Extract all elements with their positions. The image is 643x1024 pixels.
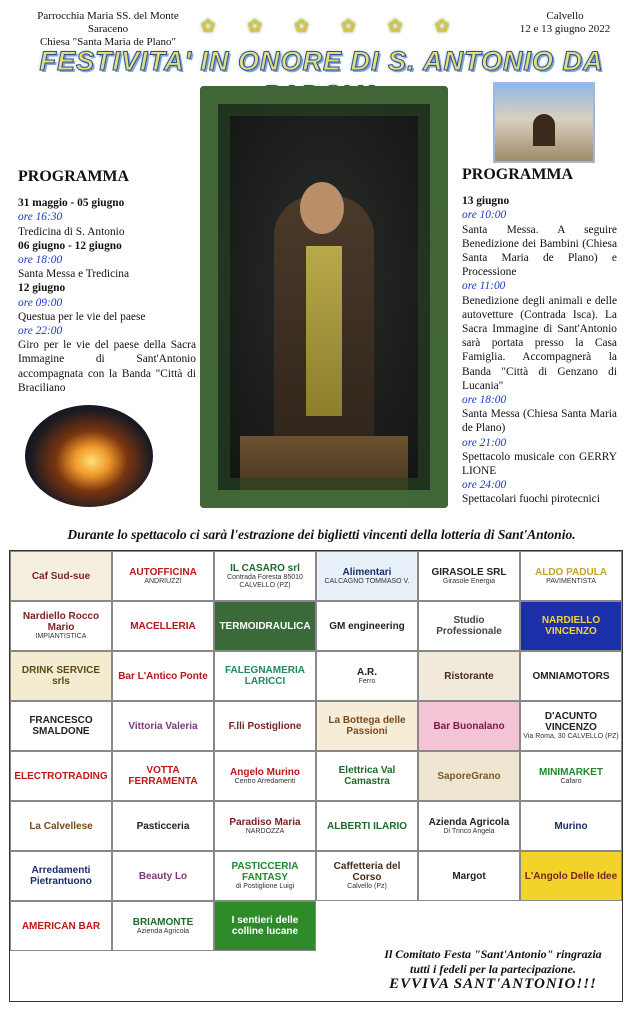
sponsor-detail: Via Roma, 30 CALVELLO (PZ) bbox=[523, 733, 619, 740]
sponsor-detail: Ferro bbox=[358, 677, 376, 685]
sponsor-name: Paradiso Maria bbox=[229, 816, 301, 828]
sponsor-ad bbox=[10, 701, 112, 751]
sponsor-ad bbox=[214, 851, 316, 901]
sponsor-ad bbox=[520, 851, 622, 901]
sponsor-name: Pasticceria bbox=[136, 820, 190, 832]
sponsor-name: AUTOFFICINA bbox=[129, 566, 197, 578]
sponsor-name: MINIMARKET bbox=[539, 766, 603, 778]
sponsor-name: Margot bbox=[452, 870, 486, 882]
sponsor-name: L'Angolo Delle Idee bbox=[524, 870, 618, 882]
program-time: ore 09:00 bbox=[18, 296, 63, 309]
sponsor-ad bbox=[520, 601, 622, 651]
sponsor-name: I sentieri delle colline lucane bbox=[231, 915, 299, 937]
sponsor-detail: Azienda Agricola bbox=[136, 927, 190, 935]
sponsor-ad bbox=[10, 601, 112, 651]
sponsor-detail: Contrada Foresta 85010 CALVELLO (PZ) bbox=[227, 573, 303, 589]
sponsor-ad bbox=[112, 551, 214, 601]
sponsor-ad bbox=[10, 901, 112, 951]
sponsor-name: IL CASARO srl bbox=[230, 562, 300, 574]
program-time: ore 21:00 bbox=[462, 436, 507, 449]
program-desc: Questua per le vie del paese bbox=[18, 310, 146, 323]
sponsor-name: Caf Sud-sue bbox=[31, 570, 91, 582]
sponsor-name: VOTTA FERRAMENTA bbox=[128, 765, 198, 787]
sponsor-name: Beauty Lo bbox=[138, 870, 188, 882]
sponsor-ad bbox=[520, 801, 622, 851]
sponsor-detail: NARDOZZA bbox=[245, 827, 285, 835]
closing-cheer: EVVIVA SANT'ANTONIO!!! bbox=[389, 976, 597, 992]
sponsor-ad bbox=[214, 901, 316, 951]
sponsor-name: Elettrica Val Camastra bbox=[338, 765, 396, 787]
sponsor-ad bbox=[214, 751, 316, 801]
sponsor-name: SaporeGrano bbox=[437, 770, 501, 782]
sponsor-ad bbox=[214, 601, 316, 651]
saint-statue-photo bbox=[200, 86, 448, 508]
sponsor-ad bbox=[316, 851, 418, 901]
sponsor-name: DRINK SERVICE srls bbox=[21, 665, 101, 687]
sponsor-ad bbox=[112, 801, 214, 851]
sponsor-ad bbox=[520, 701, 622, 751]
sponsor-ad bbox=[112, 751, 214, 801]
sponsor-name: Murino bbox=[554, 820, 588, 832]
sponsor-ad bbox=[10, 851, 112, 901]
sponsor-name: Angelo Murino bbox=[230, 766, 300, 778]
sponsor-ad bbox=[316, 551, 418, 601]
sponsor-name: La Bottega delle Passioni bbox=[328, 715, 406, 737]
program-date: 31 maggio - 05 giugno bbox=[18, 197, 125, 210]
program-left bbox=[18, 170, 196, 395]
sponsor-name: Alimentari bbox=[342, 566, 392, 578]
sponsor-detail: CALCAGNO TOMMASO V. bbox=[324, 577, 410, 585]
sponsor-name: ALDO PADULA bbox=[534, 566, 608, 578]
program-time: ore 18:00 bbox=[18, 254, 63, 267]
lily-icon: ✿ bbox=[294, 16, 310, 36]
event-dates: 12 e 13 giugno 2022 bbox=[519, 23, 611, 35]
sponsor-name: PASTICCERIA FANTASY bbox=[231, 861, 299, 883]
sponsor-ad bbox=[316, 651, 418, 701]
sponsor-name: MACELLERIA bbox=[130, 620, 196, 632]
sponsor-detail: Girasole Energia bbox=[442, 577, 496, 585]
lily-icon: ✿ bbox=[387, 16, 403, 36]
sponsor-ad bbox=[520, 551, 622, 601]
sponsor-name: FALEGNAMERIA LARICCI bbox=[225, 665, 305, 687]
sponsor-name: ALBERTI ILARIO bbox=[327, 820, 407, 832]
program-date: 06 giugno - 12 giugno bbox=[18, 239, 122, 252]
sponsor-name: GM engineering bbox=[329, 620, 405, 632]
sponsor-detail: Di Trinco Angela bbox=[443, 827, 495, 835]
bonfire-photo bbox=[25, 405, 153, 507]
sponsor-ad bbox=[214, 701, 316, 751]
flower-garland-frame bbox=[200, 86, 448, 508]
sponsor-ad bbox=[418, 651, 520, 701]
sponsor-ad bbox=[418, 751, 520, 801]
sponsor-name: Caffetteria del Corso bbox=[333, 861, 401, 883]
town-name: Calvello bbox=[546, 10, 584, 22]
sponsor-ad bbox=[10, 651, 112, 701]
sponsor-ad bbox=[520, 651, 622, 701]
closing-line: tutti i fedeli per la partecipazione. bbox=[410, 962, 576, 976]
flower-decoration bbox=[190, 12, 460, 40]
sponsor-ad bbox=[112, 651, 214, 701]
sponsor-name: Bar L'Antico Ponte bbox=[118, 670, 208, 682]
lily-icon: ✿ bbox=[340, 16, 356, 36]
program-desc: Spettacolo musicale con GERRY LIONE bbox=[462, 450, 617, 478]
sponsor-name: Bar Buonalano bbox=[433, 720, 505, 732]
sponsor-ad bbox=[10, 551, 112, 601]
sponsor-ad bbox=[10, 801, 112, 851]
sponsor-name: Studio Professionale bbox=[436, 615, 502, 637]
sponsor-name: AMERICAN BAR bbox=[21, 920, 101, 932]
sponsor-detail: Centro Arredamenti bbox=[234, 777, 296, 785]
sponsor-ad bbox=[316, 751, 418, 801]
sponsor-ad bbox=[112, 701, 214, 751]
sponsor-name: Azienda Agricola bbox=[428, 816, 510, 828]
program-desc: Benedizione degli animali e delle autovetture (Contrada Isca). La Sacra Immagine di Sant'Antonio sarà portata presso la Casa Famiglia. Accompagnerà la Banda "Città di Genzano di Lucania" bbox=[462, 294, 617, 392]
sponsor-ad bbox=[316, 801, 418, 851]
sponsor-name: FRANCESCO SMALDONE bbox=[29, 715, 93, 737]
program-desc: Santa Messa. A seguire Benedizione dei Bambini (Chiesa Santa Maria de Plano) e Processione bbox=[462, 223, 617, 279]
lottery-notice: Durante lo spettacolo ci sarà l'estrazione dei biglietti vincenti della lotteria di Sant'Antonio. bbox=[67, 527, 576, 542]
program-date: 12 giugno bbox=[18, 282, 66, 295]
parish-name: Parrocchia Maria SS. del Monte Saraceno bbox=[37, 10, 179, 35]
sponsor-ad bbox=[112, 601, 214, 651]
sponsor-name: Ristorante bbox=[444, 670, 494, 682]
sponsor-detail: PAVIMENTISTA bbox=[546, 577, 596, 585]
program-desc: Santa Messa e Tredicina bbox=[18, 268, 130, 281]
sponsor-grid bbox=[9, 550, 623, 1002]
closing-line: Il Comitato Festa "Sant'Antonio" ringrazia bbox=[384, 947, 602, 961]
sponsor-ad bbox=[316, 701, 418, 751]
lily-icon: ✿ bbox=[434, 16, 450, 36]
sponsor-name: TERMOIDRAULICA bbox=[219, 620, 311, 632]
sponsor-detail: IMPIANTISTICA bbox=[35, 633, 87, 640]
sponsor-detail: Cafaro bbox=[560, 777, 582, 785]
sponsor-ad bbox=[418, 701, 520, 751]
program-desc: Tredicina di S. Antonio bbox=[18, 225, 125, 238]
program-heading: PROGRAMMA bbox=[18, 168, 130, 185]
sponsor-name: D'ACUNTO VINCENZO bbox=[544, 711, 598, 733]
program-time: ore 24:00 bbox=[462, 479, 507, 492]
church-name: Chiesa "Santa Maria de Plano" bbox=[39, 36, 177, 48]
sponsor-ad bbox=[112, 851, 214, 901]
program-time: ore 11:00 bbox=[462, 280, 506, 293]
program-time: ore 18:00 bbox=[462, 394, 507, 407]
sponsor-name: Arredamenti Pietrantuono bbox=[30, 865, 92, 887]
sponsor-name: Vittoria Valeria bbox=[128, 720, 198, 732]
program-desc: Santa Messa (Chiesa Santa Maria de Plano) bbox=[462, 408, 617, 435]
sponsor-name: F.lli Postiglione bbox=[228, 720, 302, 732]
church-photo bbox=[493, 82, 595, 163]
lily-icon: ✿ bbox=[200, 16, 216, 36]
sponsor-name: BRIAMONTE bbox=[132, 916, 194, 928]
sponsor-ad bbox=[418, 851, 520, 901]
sponsor-name: Nardiello Rocco Mario bbox=[22, 611, 100, 633]
program-time: ore 22:00 bbox=[18, 325, 63, 338]
sponsor-name: GIRASOLE SRL bbox=[431, 566, 507, 578]
program-date: 13 giugno bbox=[462, 195, 510, 208]
sponsor-ad bbox=[316, 601, 418, 651]
sponsor-ad bbox=[418, 551, 520, 601]
sponsor-ad bbox=[10, 751, 112, 801]
program-heading: PROGRAMMA bbox=[462, 166, 574, 183]
program-desc: Giro per le vie del paese della Sacra Immagine di Sant'Antonio accompagnata con la Banda "Città di Braciliano bbox=[18, 339, 196, 394]
closing-message bbox=[365, 947, 621, 992]
sponsor-name: ELECTROTRADING bbox=[14, 770, 108, 782]
program-time: ore 10:00 bbox=[462, 209, 507, 222]
sponsor-name: La Calvellese bbox=[29, 820, 93, 832]
church-door bbox=[533, 114, 555, 146]
sponsor-ad bbox=[418, 801, 520, 851]
sponsor-ad bbox=[112, 901, 214, 951]
sponsor-name: NARDIELLO VINCENZO bbox=[541, 615, 601, 637]
sponsor-detail: ANDRIUZZI bbox=[144, 577, 182, 585]
sponsor-ad bbox=[418, 601, 520, 651]
sponsor-detail: Calvello (Pz) bbox=[347, 883, 387, 890]
program-time: ore 16:30 bbox=[18, 211, 63, 224]
program-right bbox=[462, 168, 617, 507]
program-desc: Spettacolari fuochi pirotecnici bbox=[462, 493, 600, 506]
sponsor-name: OMNIAMOTORS bbox=[532, 670, 610, 682]
sponsor-detail: di Postiglione Luigi bbox=[235, 883, 295, 890]
sponsor-ad bbox=[214, 651, 316, 701]
lily-icon: ✿ bbox=[247, 16, 263, 36]
page-title: FESTIVITA' IN ONORE DI S. ANTONIO DA bbox=[39, 46, 604, 76]
event-place-date bbox=[505, 10, 625, 36]
sponsor-name: A.R. bbox=[357, 666, 377, 678]
sponsor-ad bbox=[214, 551, 316, 601]
sponsor-ad bbox=[214, 801, 316, 851]
sponsor-ad bbox=[520, 751, 622, 801]
